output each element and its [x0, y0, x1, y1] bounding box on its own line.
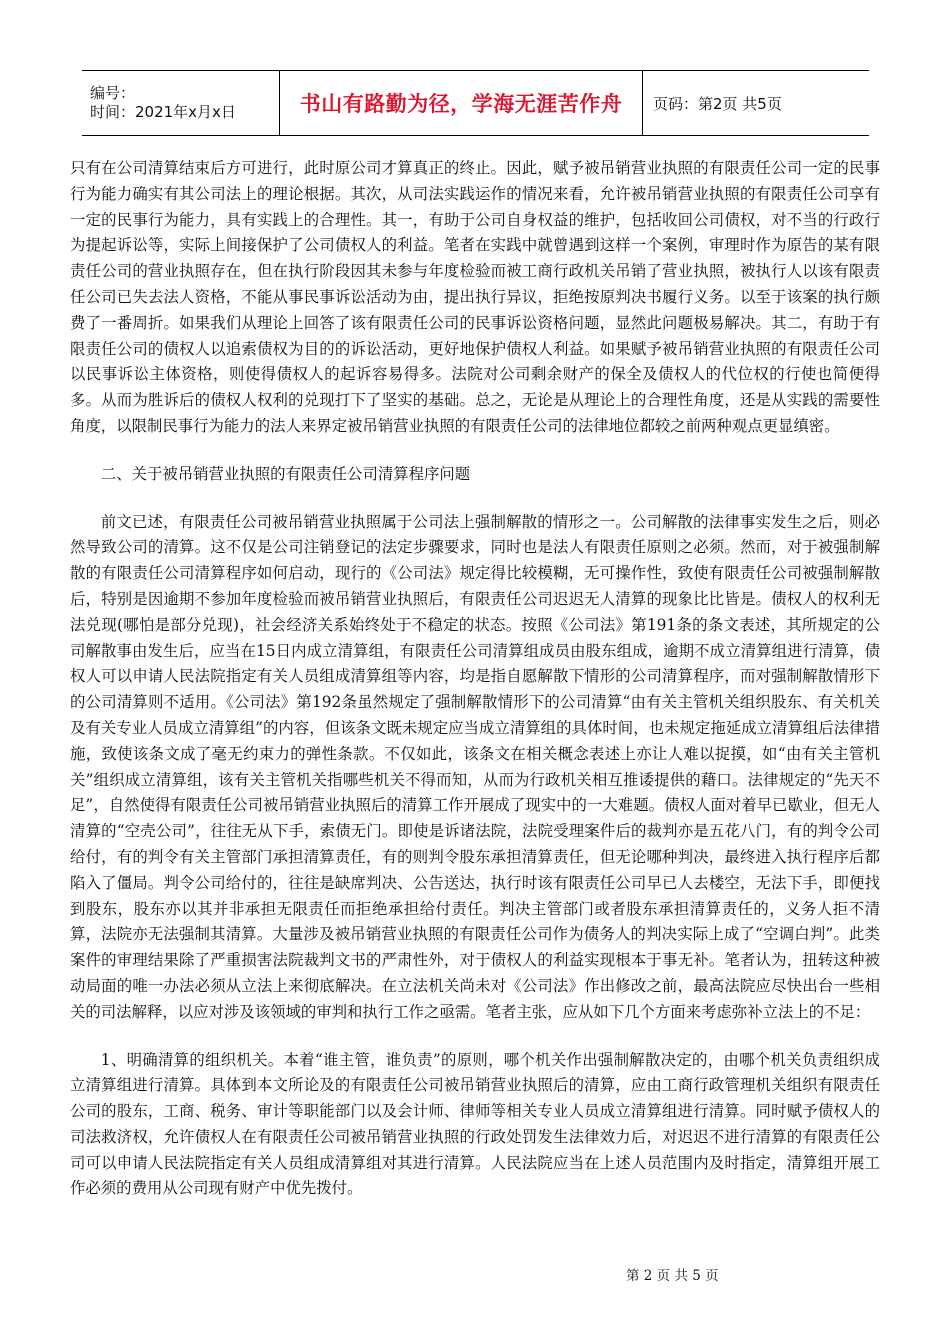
- document-time-label: 时间：2021年x月x日: [90, 103, 236, 121]
- section-heading: 二、关于被吊销营业执照的有限责任公司清算程序问题: [100, 464, 471, 483]
- body-paragraph: 只有在公司清算结束后方可进行，此时原公司才算真正的终止。因此，赋予被吊销营业执照的有限责任公司一定的民事行为能力确实有其公司法上的理论根据。其次，从司法实践运作的情况来看，允许被吊销营业执照的有限责任公司享有一定的民事行为能力，具有实践上的合理性。其一，有助于公司自身权益的维护，包括收回公司债权，对不当的行政行为提起诉讼等，实际上间接保护了公司债权人的利益。笔者在实践中就曾遇到这样一个案例，审理时作为原告的某有限责任公司的营业执照存在，但在执行阶段因其未参与年度检验而被工商行政机关吊销了营业执照，被执行人以该有限责任公司已失去法人资格，不能从事民事诉讼活动为由，提出执行异议，拒绝按原判决书履行义务。以至于该案的执行颇费了一番周折。如果我们从理论上回答了该有限责任公司的民事诉讼资格问题，显然此问题极易解决。其二，有助于有限责任公司的债权人以追索债权为目的的诉讼活动，更好地保护债权人利益。如果赋予被吊销营业执照的有限责任公司以民事诉讼主体资格，则使得债权人的起诉容易得多。法院对公司剩余财产的保全及债权人的代位权的行使也简便得多。从而为胜诉后的债权人权利的兑现打下了坚实的基础。总之，无论是从理论上的合理性角度，还是从实践的需要性角度，以限制民事行为能力的法人来界定被吊销营业执照的有限责任公司的法律地位都较之前两种观点更显缜密。: [70, 159, 880, 435]
- page-header: [82, 70, 869, 136]
- header-page-cell: [643, 71, 869, 135]
- body-paragraph: 1、明确清算的组织机关。本着“谁主管，谁负责”的原则，哪个机关作出强制解散决定的，由哪个机关负责组织成立清算组进行清算。具体到本文所论及的有限责任公司被吊销营业执照后的清算，应由工商行政管理机关组织有限责任公司的股东，工商、税务、审计等职能部门以及会计师、律师等相关专业人员成立清算组进行清算。同时赋予债权人的司法救济权，允许债权人在有限责任公司被吊销营业执照的行政处罚发生法律效力后，对迟迟不进行清算的有限责任公司可以申请人民法院指定有关人员组成清算组对其进行清算。人民法院应当在上述人员范围内及时指定，清算组开展工作必须的费用从公司现有财产中优先拨付。: [70, 1050, 880, 1198]
- body-paragraph: 前文已述，有限责任公司被吊销营业执照属于公司法上强制解散的情形之一。公司解散的法律事实发生之后，则必然导致公司的清算。这不仅是公司注销登记的法定步骤要求，同时也是法人有限责任原则之必须。然而，对于被强制解散的有限责任公司清算程序如何启动，现行的《公司法》规定得比较模糊，无可操作性，致使有限责任公司被强制解散后，特别是因逾期不参加年度检验而被吊销营业执照后，有限责任公司迟迟无人清算的现象比比皆是。债权人的权利无法兑现(哪怕是部分兑现)，社会经济关系始终处于不稳定的状态。按照《公司法》第191条的条文表述，其所规定的公司解散事由发生后，应当在15日内成立清算组，有限责任公司清算组成员由股东组成，逾期不成立清算组进行清算，债权人可以申请人民法院指定有关人员组成清算组等内容，均是指自愿解散下情形的公司清算程序，而对强制解散情形下的公司清算则不适用。《公司法》第192条虽然规定了强制解散情形下的公司清算“由有关主管机关组织股东、有关机关及有关专业人员成立清算组”的内容，但该条文既未规定应当成立清算组的具体时间，也未规定拖延成立清算组后法律措施，致使该条文成了毫无约束力的弹性条款。不仅如此，该条文在相关概念表述上亦让人难以捉摸，如“由有关主管机关”组织成立清算组，该有关主管机关指哪些机关不得而知，从而为行政机关相互推诿提供的藉口。法律规定的“先天不足”，自然使得有限责任公司被吊销营业执照后的清算工作开展成了现实中的一大难题。债权人面对着早已歇业，但无人清算的“空壳公司”，往往无从下手，索债无门。即使是诉诸法院，法院受理案件后的裁判亦是五花八门，有的判令公司给付，有的判令有关主管部门承担清算责任，有的则判令股东承担清算责任，但无论哪种判决，最终进入执行程序后都陷入了僵局。判令公司给付的，往往是缺席判决、公告送达，执行时该有限责任公司早已人去楼空，无法下手，即便找到股东，股东亦以其并非承担无限责任而拒绝承担给付责任。判决主管部门或者股东承担清算责任的，义务人拒不清算，法院亦无法强制其清算。大量涉及被吊销营业执照的有限责任公司作为债务人的判决实际上成了“空调白判”。此类案件的审理结果除了严重损害法院裁判文书的严肃性外，对于债权人的利益实现根本于事无补。笔者认为，扭转这种被动局面的唯一办法必须从立法上来彻底解决。在立法机关尚未对《公司法》作出修改之前，最高法院应尽快出台一些相关的司法解释，以应对涉及该领域的审判和执行工作之亟需。笔者主张，应从如下几个方面来考虑弥补立法上的不足：: [70, 512, 880, 1021]
- document-number-label: 编号：: [90, 84, 136, 102]
- header-motto: 书山有路勤为径，学海无涯苦作舟: [299, 92, 623, 116]
- document-body: [70, 156, 880, 1202]
- header-meta: [82, 71, 280, 135]
- header-motto-cell: [280, 71, 643, 135]
- page-footer: 第 2 页 共 5 页: [626, 1268, 719, 1284]
- header-page-number: 页码：第2页 共5页: [653, 94, 782, 113]
